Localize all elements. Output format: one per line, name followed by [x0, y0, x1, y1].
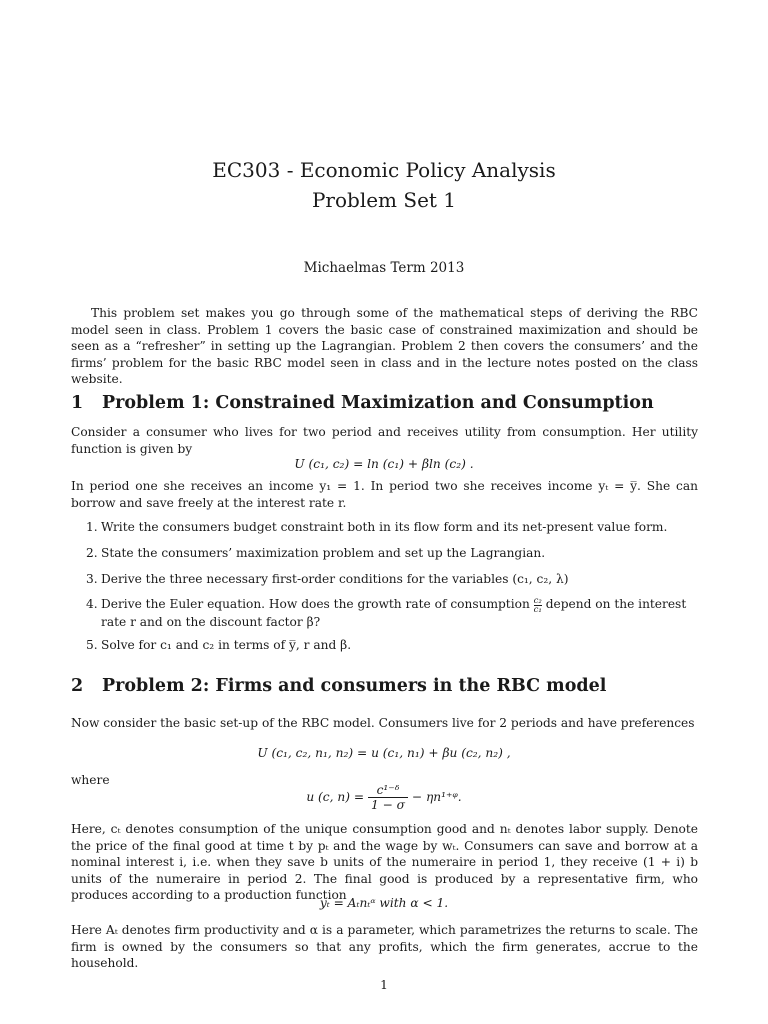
list-item — [86, 637, 698, 654]
list-item-text: State the consumers’ maximization problem and set up the Lagrangian. — [101, 546, 546, 560]
section-1-heading — [71, 393, 654, 413]
list-item-number: 5. — [86, 638, 98, 652]
list-item-text — [101, 596, 698, 631]
growth-rate-fraction — [534, 597, 542, 614]
fraction-denominator: 1 − σ — [370, 798, 405, 812]
section-1-title: Problem 1: Constrained Maximization and Consumption — [102, 393, 654, 413]
list-item-text: Solve for c₁ and c₂ in terms of y̅, r and β. — [101, 638, 352, 652]
list-item-number: 3. — [86, 572, 98, 586]
page-number: 1 — [380, 978, 388, 992]
equation-rhs: − ηn¹⁺ᵠ. — [411, 790, 462, 804]
utility-equation: U (c₁, c₂) = ln (c₁) + βln (c₂) . — [294, 457, 474, 471]
section-1-paragraph-2: In period one she receives an income y₁ = 1. In period two she receives income yₜ = y̅. She can borrow and save freely at the interest rate r. — [71, 479, 698, 510]
intro-paragraph: This problem set makes you go through some of the mathematical steps of deriving the RBC model seen in class. Problem 1 covers the basic case of constrained maximization and should be seen as a “refresher” in setting up the Lagrangian. Problem 2 then covers the consumers’ and the firms’ problem for the basic RBC model seen in class and in the lecture notes posted on the class website. — [71, 306, 698, 386]
section-2-title: Problem 2: Firms and consumers in the RBC model — [102, 676, 607, 696]
list-item-number: 1. — [86, 520, 98, 534]
equation-lhs: u (c, n) = — [306, 790, 365, 804]
period-utility-equation — [0, 783, 768, 812]
term-line: Michaelmas Term 2013 — [303, 260, 465, 276]
equation-fraction — [368, 783, 408, 812]
section-2-heading — [71, 676, 606, 696]
preferences-equation: U (c₁, c₂, n₁, n₂) = u (c₁, n₁) + βu (c₂, n₂) , — [257, 746, 511, 760]
list-item-text: Derive the three necessary first-order conditions for the variables (c₁, c₂, λ) — [101, 572, 569, 586]
list-item-number: 2. — [86, 546, 98, 560]
section-2-number: 2 — [71, 676, 84, 696]
list-item-number: 4. — [86, 597, 98, 611]
list-item — [86, 519, 698, 536]
section-2-paragraph-1: Now consider the basic set-up of the RBC model. Consumers live for 2 periods and have preferences — [71, 716, 695, 730]
where-text: where — [71, 773, 110, 787]
list-item — [86, 545, 698, 562]
document-subtitle: Problem Set 1 — [311, 188, 457, 212]
section-2-paragraph-2: Here, cₜ denotes consumption of the unique consumption good and nₜ denotes labor supply. Denote the price of the final good at time t by pₜ and the wage by wₜ. Consumers can save and borrow at a nominal interest i, i.e. when they save b units of the numeraire in period 1, they receive (1 + i) b units of the numeraire in period 2. The final good is produced by a representative firm, who produces according to a production function — [71, 822, 698, 902]
list-item — [86, 596, 698, 631]
list-item-text: Write the consumers budget constraint both in its flow form and its net-present value form. — [101, 520, 668, 534]
fraction-numerator: c¹⁻ᵟ — [368, 783, 408, 798]
production-function-equation: yₜ = Aₜnₜᵅ with α < 1. — [319, 896, 449, 910]
list-item — [86, 571, 698, 588]
section-1-number: 1 — [71, 393, 84, 413]
fraction-numerator: c₂ — [533, 596, 542, 606]
list-item-text-part: Derive the Euler equation. How does the growth rate of consumption — [101, 597, 530, 611]
section-2-paragraph-3: Here Aₜ denotes firm productivity and α is a parameter, which parametrizes the returns to scale. The firm is owned by the consumers so that any profits, which the firm generates, accrue to the household. — [71, 923, 698, 970]
document-title: EC303 - Economic Policy Analysis — [212, 158, 556, 182]
section-1-paragraph-1: Consider a consumer who lives for two period and receives utility from consumption. Her utility function is given by — [71, 425, 698, 456]
list-item-text-part: depend on the interest rate r and on the discount factor β? — [101, 597, 687, 629]
fraction-denominator: c₁ — [533, 605, 542, 615]
